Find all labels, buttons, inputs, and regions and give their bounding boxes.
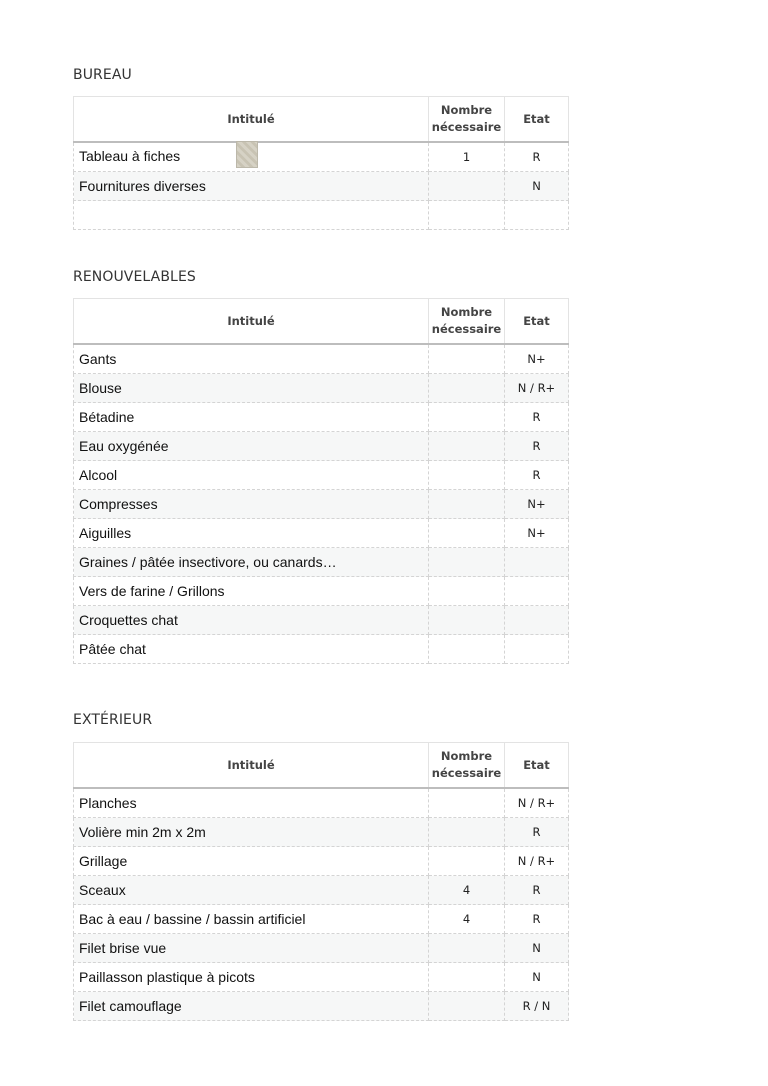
table-row [74, 635, 569, 664]
table-row [74, 548, 569, 577]
item-quantity [429, 548, 505, 577]
item-name: Filet camouflage [74, 992, 429, 1021]
item-quantity [429, 847, 505, 876]
table-row [74, 432, 569, 461]
item-name: Bétadine [74, 403, 429, 432]
table-row [74, 374, 569, 403]
column-header-quantity: Nombre nécessaire [429, 299, 505, 345]
item-name: Aiguilles [74, 519, 429, 548]
item-name: Planches [74, 788, 429, 818]
item-name: Pâtée chat [74, 635, 429, 664]
table-row [74, 172, 569, 201]
item-name: Fournitures diverses [74, 172, 429, 201]
item-quantity [429, 519, 505, 548]
item-name: Filet brise vue [74, 934, 429, 963]
item-state: R [505, 432, 569, 461]
item-quantity [429, 963, 505, 992]
column-header-title: Intitulé [74, 743, 429, 789]
item-quantity [429, 635, 505, 664]
item-thumbnail-image [236, 141, 258, 168]
item-name: Compresses [74, 490, 429, 519]
table-row [74, 847, 569, 876]
item-state: R [505, 142, 569, 172]
item-state: N [505, 934, 569, 963]
item-quantity [429, 992, 505, 1021]
section-title-exterieur: EXTÉRIEUR [73, 712, 153, 728]
table-row [74, 905, 569, 934]
column-header-state: Etat [505, 299, 569, 345]
item-name: Tableau à fiches [74, 142, 429, 172]
item-state [505, 635, 569, 664]
item-name [74, 201, 429, 230]
item-name: Alcool [74, 461, 429, 490]
item-state: N [505, 963, 569, 992]
item-name: Bac à eau / bassine / bassin artificiel [74, 905, 429, 934]
item-state: N+ [505, 344, 569, 374]
item-name: Croquettes chat [74, 606, 429, 635]
table-row [74, 606, 569, 635]
item-quantity [429, 374, 505, 403]
table-row [74, 992, 569, 1021]
table-row [74, 461, 569, 490]
item-state: N / R+ [505, 788, 569, 818]
column-header-title: Intitulé [74, 97, 429, 143]
section-title-renouvelables: RENOUVELABLES [73, 269, 196, 285]
item-name: Volière min 2m x 2m [74, 818, 429, 847]
item-name: Graines / pâtée insectivore, ou canards… [74, 548, 429, 577]
column-header-quantity: Nombre nécessaire [429, 97, 505, 143]
table-row [74, 963, 569, 992]
item-quantity [429, 201, 505, 230]
item-name: Sceaux [74, 876, 429, 905]
item-state: R [505, 403, 569, 432]
item-name: Blouse [74, 374, 429, 403]
item-quantity [429, 490, 505, 519]
table-renouvelables [73, 298, 569, 664]
column-header-quantity: Nombre nécessaire [429, 743, 505, 789]
table-row [74, 876, 569, 905]
item-state: R / N [505, 992, 569, 1021]
table-row [74, 818, 569, 847]
table-row [74, 934, 569, 963]
item-quantity [429, 344, 505, 374]
item-state: R [505, 876, 569, 905]
item-state: R [505, 818, 569, 847]
table-row [74, 577, 569, 606]
column-header-title: Intitulé [74, 299, 429, 345]
item-quantity [429, 432, 505, 461]
item-state [505, 201, 569, 230]
item-state: N / R+ [505, 847, 569, 876]
item-quantity: 4 [429, 876, 505, 905]
table-row [74, 490, 569, 519]
section-title-bureau: BUREAU [73, 67, 132, 83]
item-quantity [429, 818, 505, 847]
item-state [505, 606, 569, 635]
item-name: Gants [74, 344, 429, 374]
item-state: N+ [505, 519, 569, 548]
column-header-state: Etat [505, 97, 569, 143]
item-quantity [429, 606, 505, 635]
item-quantity [429, 577, 505, 606]
item-name: Eau oxygénée [74, 432, 429, 461]
item-quantity [429, 403, 505, 432]
item-name: Vers de farine / Grillons [74, 577, 429, 606]
item-quantity [429, 461, 505, 490]
column-header-state: Etat [505, 743, 569, 789]
item-state: R [505, 905, 569, 934]
table-row [74, 142, 569, 172]
item-quantity [429, 934, 505, 963]
item-state [505, 577, 569, 606]
item-quantity: 4 [429, 905, 505, 934]
table-row [74, 788, 569, 818]
table-row [74, 201, 569, 230]
item-state: N / R+ [505, 374, 569, 403]
item-quantity [429, 788, 505, 818]
table-row [74, 403, 569, 432]
item-state [505, 548, 569, 577]
item-name: Paillasson plastique à picots [74, 963, 429, 992]
table-row [74, 519, 569, 548]
item-state: R [505, 461, 569, 490]
item-state: N [505, 172, 569, 201]
table-bureau [73, 96, 569, 230]
item-quantity [429, 172, 505, 201]
item-name: Grillage [74, 847, 429, 876]
table-exterieur [73, 742, 569, 1021]
item-quantity: 1 [429, 142, 505, 172]
table-row [74, 344, 569, 374]
item-state: N+ [505, 490, 569, 519]
